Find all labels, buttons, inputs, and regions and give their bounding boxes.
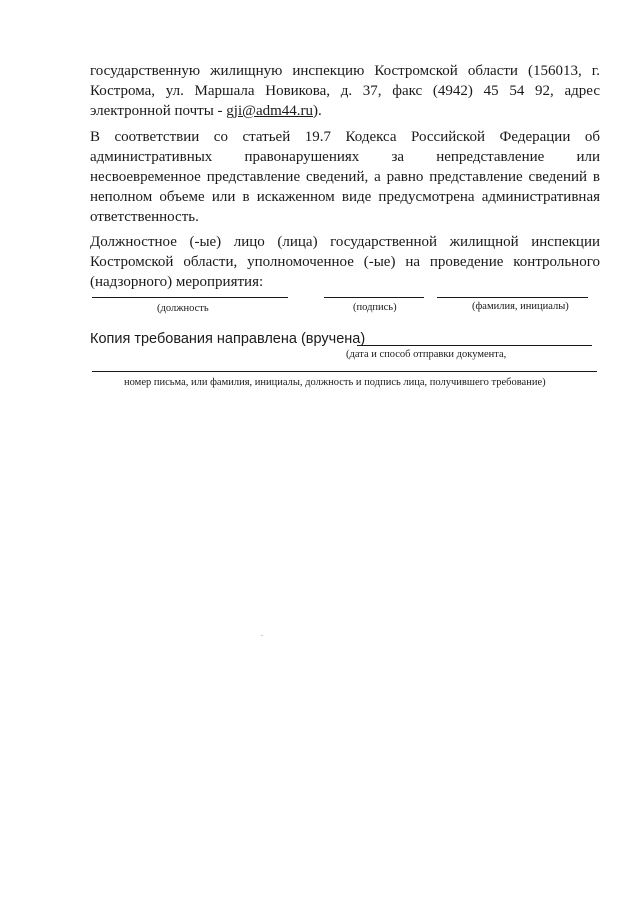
official-line-1: Должностное (-ые) лицо (лица) государственной жилищной инспекции bbox=[90, 234, 600, 250]
signature-caption: (подпись) bbox=[353, 302, 397, 313]
liability-line-3: несвоевременное представление сведений, а равно представление сведений в bbox=[90, 169, 600, 185]
position-signature-line bbox=[92, 297, 288, 298]
official-paragraph bbox=[90, 232, 600, 292]
position-caption: (должность bbox=[157, 303, 209, 314]
official-line-3: (надзорного) мероприятия: bbox=[90, 274, 264, 290]
inspection-address-paragraph bbox=[90, 61, 600, 121]
address-line-3 bbox=[90, 101, 600, 121]
email-link[interactable]: gji@adm44.ru bbox=[226, 103, 314, 119]
liability-line-2: административных правонарушениях за непредставление или bbox=[90, 149, 600, 165]
official-line-2: Костромской области, уполномоченное (-ые) на проведение контрольного bbox=[90, 254, 600, 270]
liability-line-1: В соответствии со статьей 19.7 Кодекса Российской Федерации об bbox=[90, 129, 600, 145]
email-suffix: ). bbox=[313, 103, 322, 119]
scan-speck bbox=[261, 635, 263, 636]
signature-line bbox=[324, 297, 424, 298]
copy-sent-label: Копия требования направлена (вручена) bbox=[90, 331, 366, 347]
liability-paragraph bbox=[90, 127, 600, 227]
liability-line-5: ответственность. bbox=[90, 209, 199, 225]
name-caption: (фамилия, инициалы) bbox=[472, 301, 569, 312]
copy-date-caption: (дата и способ отправки документа, bbox=[346, 349, 507, 360]
address-line-2: Кострома, ул. Маршала Новикова, д. 37, факс (4942) 45 54 92, адрес bbox=[90, 83, 600, 99]
name-signature-line bbox=[437, 297, 588, 298]
email-prefix: электронной почты - bbox=[90, 103, 227, 119]
liability-line-4: неполном объеме или в искаженном виде предусмотрена административная bbox=[90, 189, 600, 205]
address-line-1: государственную жилищную инспекцию Костромской области (156013, г. bbox=[90, 63, 600, 79]
recipient-line bbox=[92, 371, 597, 372]
recipient-caption: номер письма, или фамилия, инициалы, должность и подпись лица, получившего требование) bbox=[124, 377, 546, 388]
copy-date-line bbox=[357, 345, 592, 346]
